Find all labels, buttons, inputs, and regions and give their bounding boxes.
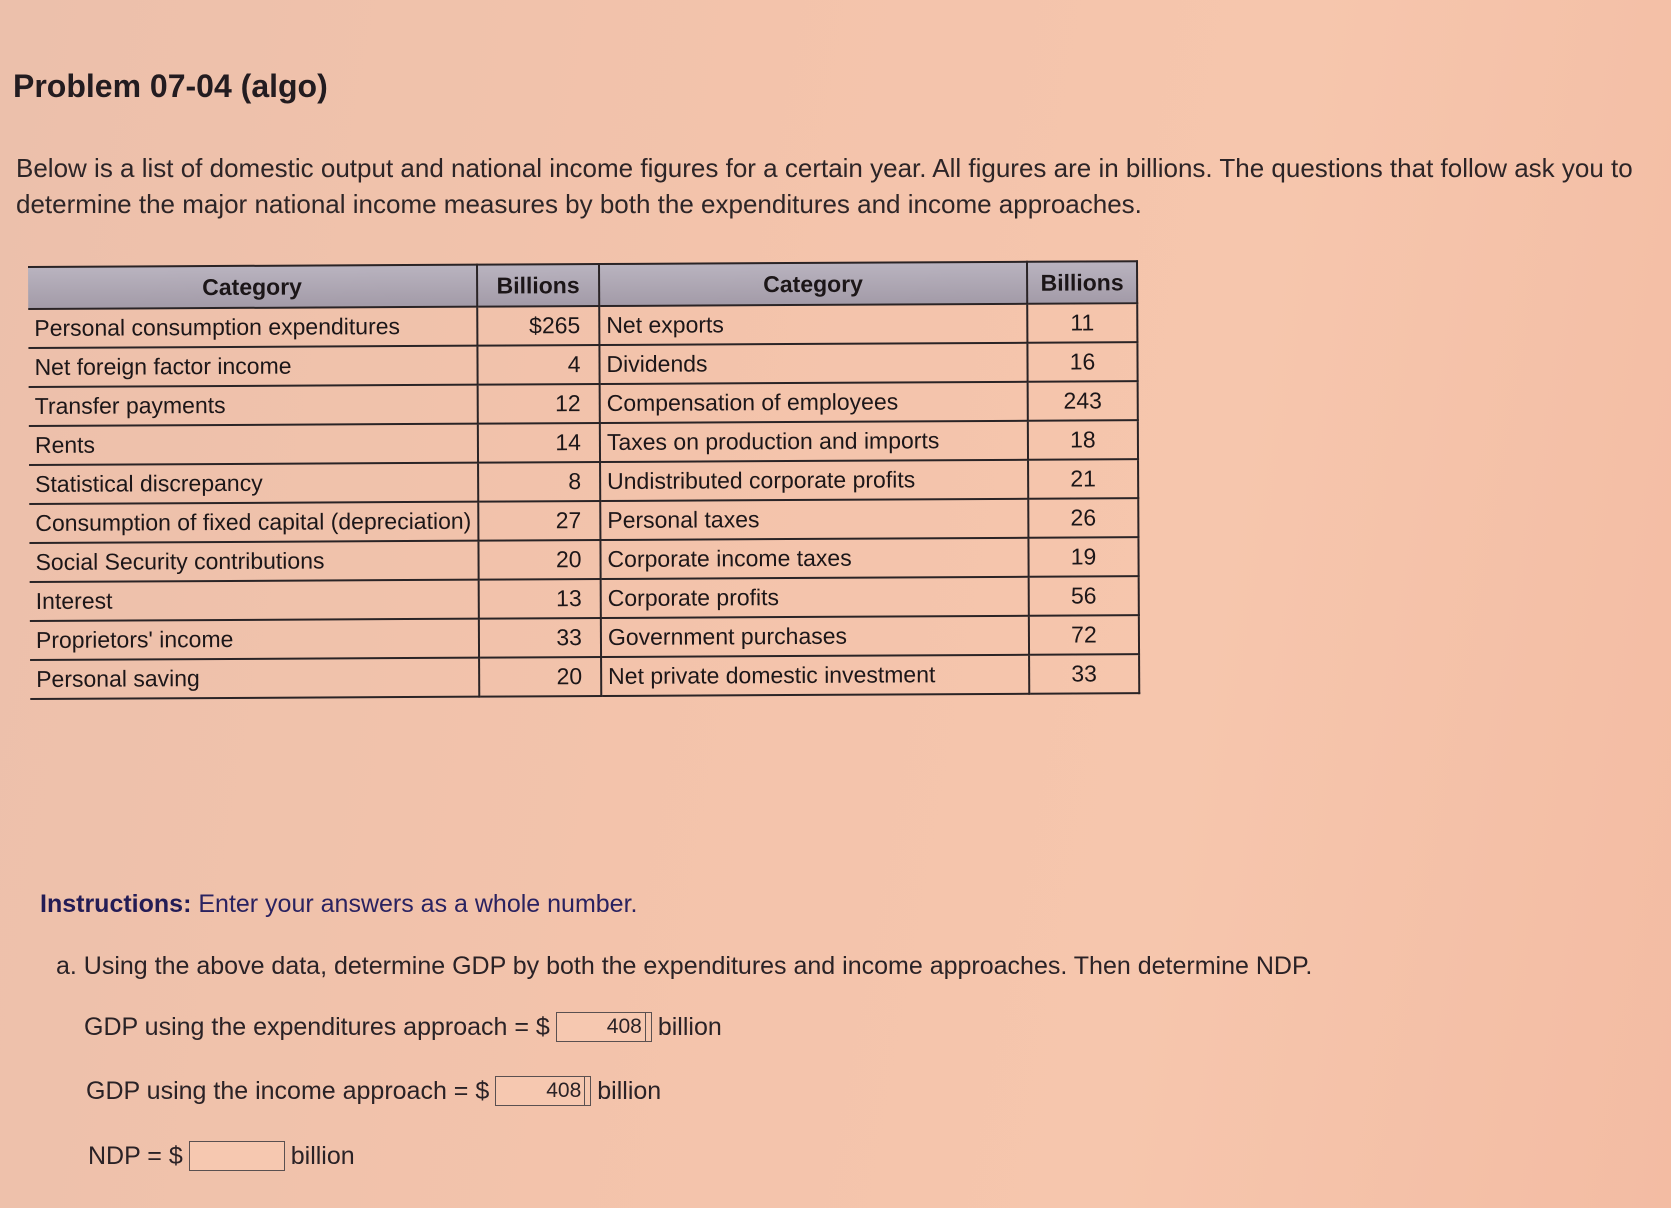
gdp-expenditures-label: GDP using the expenditures approach = $ — [84, 1012, 550, 1041]
problem-title: Problem 07-04 (algo) — [13, 68, 328, 104]
gdp-income-label: GDP using the income approach = $ — [86, 1076, 490, 1105]
category-cell: Corporate income taxes — [600, 538, 1028, 579]
billions-cell: 14 — [478, 423, 600, 463]
category-cell: Taxes on production and imports — [600, 421, 1028, 462]
category-cell: Net private domestic investment — [601, 655, 1029, 696]
billions-cell: 11 — [1027, 303, 1137, 343]
billions-cell: 16 — [1027, 342, 1137, 382]
billions-cell: $265 — [477, 306, 599, 346]
table-row — [30, 654, 1139, 699]
category-cell: Personal saving — [30, 658, 479, 699]
billions-cell: 4 — [477, 345, 599, 385]
category-cell: Personal taxes — [600, 499, 1028, 540]
ndp-unit: billion — [290, 1141, 355, 1170]
table-row — [30, 615, 1139, 660]
billions-cell: 72 — [1029, 615, 1139, 655]
category-cell: Corporate profits — [601, 577, 1029, 618]
category-cell: Dividends — [599, 343, 1027, 384]
table-header-row — [28, 261, 1137, 309]
instructions-text: Enter your answers as a whole number. — [198, 890, 638, 918]
category-cell: Net foreign factor income — [28, 346, 477, 387]
category-cell: Consumption of fixed capital (depreciation) — [29, 502, 478, 543]
category-cell: Transfer payments — [29, 385, 478, 426]
instructions-label: Instructions: — [40, 890, 192, 918]
billions-cell: 20 — [479, 657, 601, 697]
question-a: a. Using the above data, determine GDP by both the expenditures and income approaches. Then determine NDP. — [56, 952, 1313, 980]
billions-cell: 12 — [478, 384, 600, 424]
billions-cell: 56 — [1029, 576, 1139, 616]
category-cell: Personal consumption expenditures — [28, 307, 477, 348]
ndp-label: NDP = $ — [88, 1141, 183, 1170]
billions-cell: 18 — [1028, 420, 1138, 460]
billions-cell: 27 — [478, 501, 600, 541]
category-cell: Undistributed corporate profits — [600, 460, 1028, 501]
billions-cell: 33 — [1029, 654, 1139, 694]
problem-intro: Below is a list of domestic output and national income figures for a certain year. All figures are in billions. The questions that follow ask you to determine the major national income measures by both the expenditures and income approaches. — [16, 153, 1633, 219]
billions-cell: 19 — [1028, 537, 1138, 577]
header-category-right: Category — [599, 262, 1027, 306]
billions-cell: 13 — [479, 579, 601, 619]
table-row — [29, 381, 1138, 426]
gdp-income-input[interactable] — [495, 1076, 591, 1106]
category-cell: Social Security contributions — [29, 541, 478, 582]
ndp-input[interactable] — [189, 1141, 285, 1171]
table-row — [29, 537, 1138, 582]
instructions — [40, 890, 637, 919]
category-cell: Net exports — [599, 304, 1027, 345]
gdp-expenditures-unit: billion — [657, 1012, 722, 1041]
gdp-income-value: 408 — [546, 1077, 585, 1105]
header-billions-left: Billions — [477, 264, 599, 307]
header-billions-right: Billions — [1027, 261, 1137, 304]
gdp-expenditures-input[interactable] — [556, 1012, 652, 1042]
category-cell: Compensation of employees — [600, 382, 1028, 423]
category-cell: Proprietors' income — [30, 619, 479, 660]
table-row — [28, 342, 1137, 387]
header-category-left: Category — [28, 265, 477, 309]
gdp-expenditures-value: 408 — [607, 1013, 646, 1041]
billions-cell: 8 — [478, 462, 600, 502]
billions-cell: 20 — [478, 540, 600, 580]
billions-cell: 26 — [1028, 498, 1138, 538]
table-row — [29, 459, 1138, 504]
gdp-income-answer — [86, 1076, 661, 1106]
gdp-expenditures-answer — [84, 1012, 722, 1042]
category-cell: Interest — [30, 580, 479, 621]
table-row — [30, 576, 1139, 621]
category-cell: Rents — [29, 424, 478, 465]
gdp-income-unit: billion — [597, 1076, 662, 1105]
table-row — [29, 498, 1138, 543]
billions-cell: 33 — [479, 618, 601, 658]
category-cell: Statistical discrepancy — [29, 463, 478, 504]
ndp-answer — [88, 1141, 355, 1171]
billions-cell: 243 — [1028, 381, 1138, 421]
table-row — [28, 303, 1137, 348]
billions-cell: 21 — [1028, 459, 1138, 499]
table-row — [29, 420, 1138, 465]
category-cell: Government purchases — [601, 616, 1029, 657]
income-data-table — [28, 260, 1140, 700]
